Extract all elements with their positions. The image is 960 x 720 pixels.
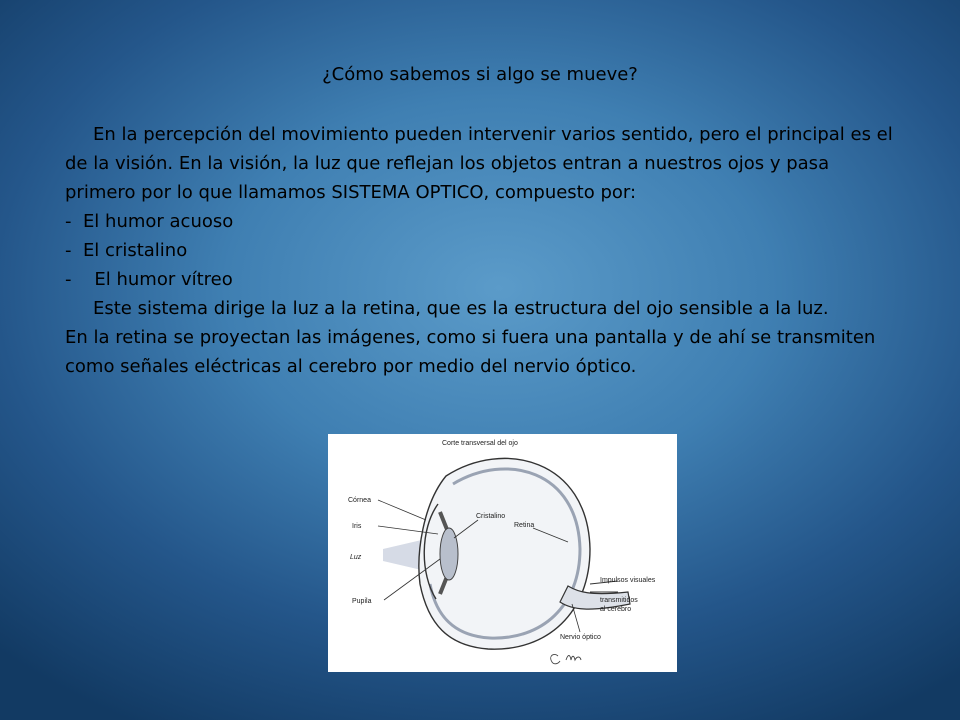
- list-item: - El cristalino: [65, 240, 188, 261]
- label-impulsos-2: transmitidos: [600, 597, 638, 604]
- label-luz: Luz: [350, 554, 362, 561]
- label-pupila: Pupila: [352, 598, 372, 605]
- intro-paragraph: En la percepción del movimiento pueden intervenir varios sentido, pero el principal es el de la visión. En la visión, la luz que reflejan los objetos entran a nuestros ojos y pasa primero por lo que llamamos SISTEMA OPTICO, compuesto por:: [65, 124, 893, 203]
- closing-paragraph: En la retina se proyectan las imágenes, como si fuera una pantalla y de ahí se transmiten como señales eléctricas al cerebro por medio del nervio óptico.: [65, 327, 876, 377]
- label-iris: Iris: [352, 523, 362, 530]
- label-nervio: Nervio óptico: [560, 634, 601, 641]
- slide-body: [65, 120, 905, 381]
- leader-line: [378, 500, 426, 520]
- figure-caption: Corte transversal del ojo: [442, 440, 518, 447]
- lens-shape: [440, 528, 458, 580]
- label-impulsos-3: al cerebro: [600, 606, 632, 613]
- eye-diagram: [328, 434, 677, 672]
- label-retina: Retina: [514, 522, 535, 529]
- label-cornea: Córnea: [348, 497, 371, 504]
- slide-title: ¿Cómo sabemos si algo se mueve?: [322, 64, 638, 85]
- list-item: - El humor acuoso: [65, 211, 234, 232]
- retina-paragraph: Este sistema dirige la luz a la retina, que es la estructura del ojo sensible a la luz.: [93, 298, 829, 319]
- list-item: - El humor vítreo: [65, 269, 233, 290]
- eye-cross-section-figure: [328, 434, 677, 672]
- label-impulsos-1: Impulsos visuales: [600, 577, 656, 584]
- artist-signature: [551, 654, 581, 663]
- label-cristalino: Cristalino: [476, 513, 506, 520]
